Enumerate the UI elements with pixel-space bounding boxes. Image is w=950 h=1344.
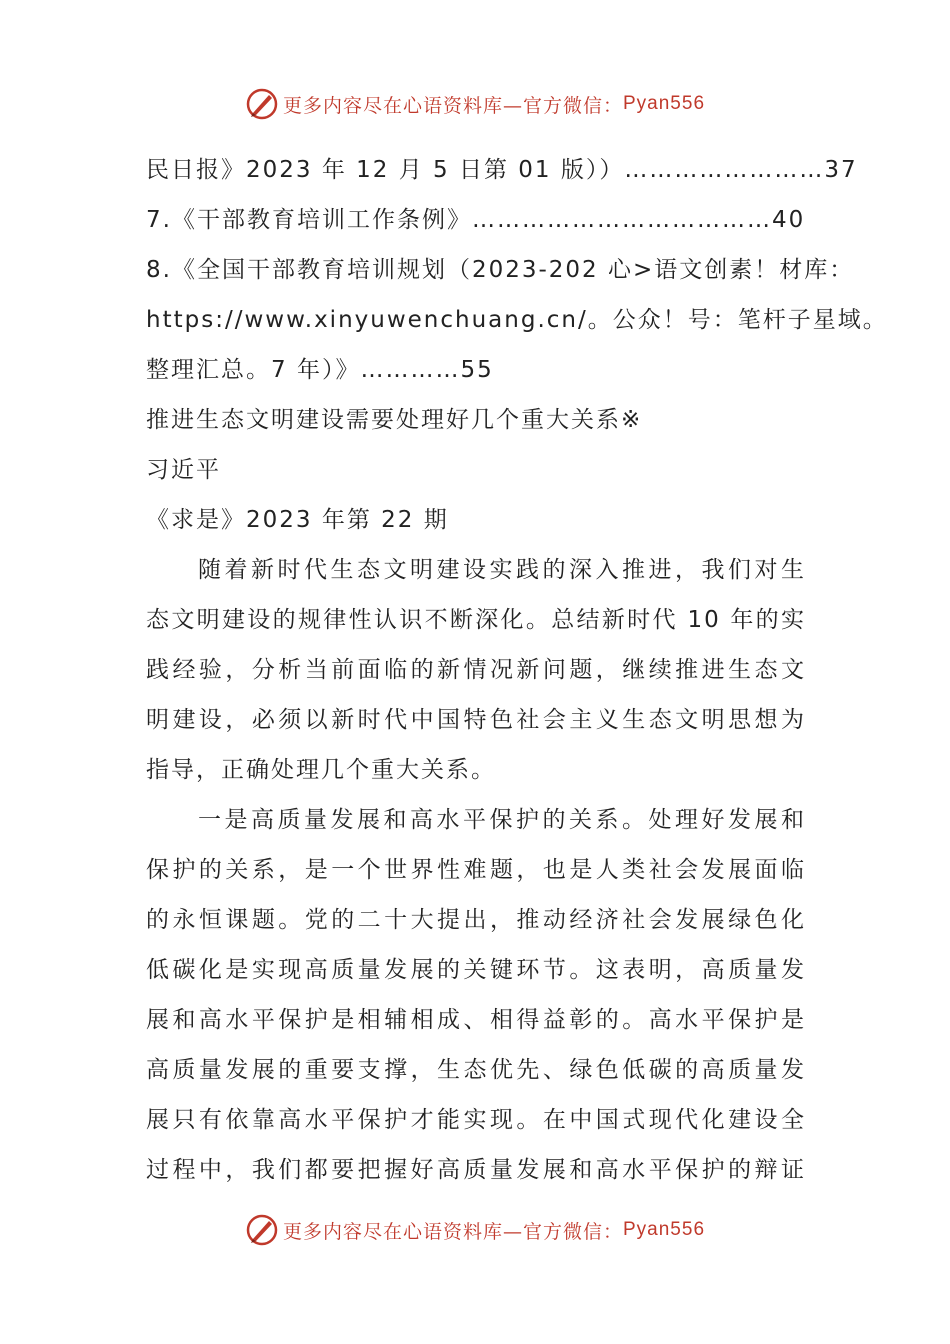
pen-logo-icon	[245, 87, 279, 121]
paragraph-line: 的永恒课题。党的二十大提出，推动经济社会发展绿色化	[146, 907, 806, 933]
article-title: 推进生态文明建设需要处理好几个重大关系※	[146, 407, 643, 433]
paragraph-line: 指导，正确处理几个重大关系。	[146, 757, 496, 783]
banner-text: 更多内容尽在心语资料库—官方微信：	[282, 1220, 623, 1243]
pen-logo-icon	[245, 1213, 279, 1247]
header-banner	[0, 84, 950, 124]
toc-line: 7.《干部教育培训工作条例》………………………………40	[146, 207, 806, 233]
banner-text: 更多内容尽在心语资料库—官方微信：	[282, 94, 623, 117]
article-author: 习近平	[146, 457, 221, 483]
paragraph-line: 低碳化是实现高质量发展的关键环节。这表明，高质量发	[146, 957, 806, 983]
paragraph-line: 过程中，我们都要把握好高质量发展和高水平保护的辩证	[146, 1157, 806, 1183]
document-body	[146, 145, 888, 1195]
paragraph-line: 一是高质量发展和高水平保护的关系。处理好发展和	[198, 807, 806, 833]
paragraph-line: 明建设，必须以新时代中国特色社会主义生态文明思想为	[146, 707, 806, 733]
article-source: 《求是》2023 年第 22 期	[146, 507, 449, 533]
toc-line: 整理汇总。7 年）》…………55	[146, 357, 494, 383]
banner-contact: Pyan556	[623, 93, 706, 114]
toc-line: 民日报》2023 年 12 月 5 日第 01 版））……………………37	[146, 157, 858, 183]
footer-banner	[0, 1210, 950, 1250]
toc-line: https://www.xinyuwenchuang.cn/。公众！号：笔杆子星域。	[146, 307, 888, 333]
paragraph-line: 展和高水平保护是相辅相成、相得益彰的。高水平保护是	[146, 1007, 806, 1033]
paragraph-line: 随着新时代生态文明建设实践的深入推进，我们对生	[198, 557, 806, 583]
paragraph-line: 态文明建设的规律性认识不断深化。总结新时代 10 年的实	[146, 607, 806, 633]
banner-contact: Pyan556	[623, 1219, 706, 1240]
paragraph-line: 高质量发展的重要支撑，生态优先、绿色低碳的高质量发	[146, 1057, 806, 1083]
toc-line: 8.《全国干部教育培训规划（2023-202 心>语文创素！材库：	[146, 257, 855, 283]
paragraph-line: 践经验，分析当前面临的新情况新问题，继续推进生态文	[146, 657, 806, 683]
paragraph-line: 展只有依靠高水平保护才能实现。在中国式现代化建设全	[146, 1107, 806, 1133]
paragraph-line: 保护的关系，是一个世界性难题，也是人类社会发展面临	[146, 857, 806, 883]
